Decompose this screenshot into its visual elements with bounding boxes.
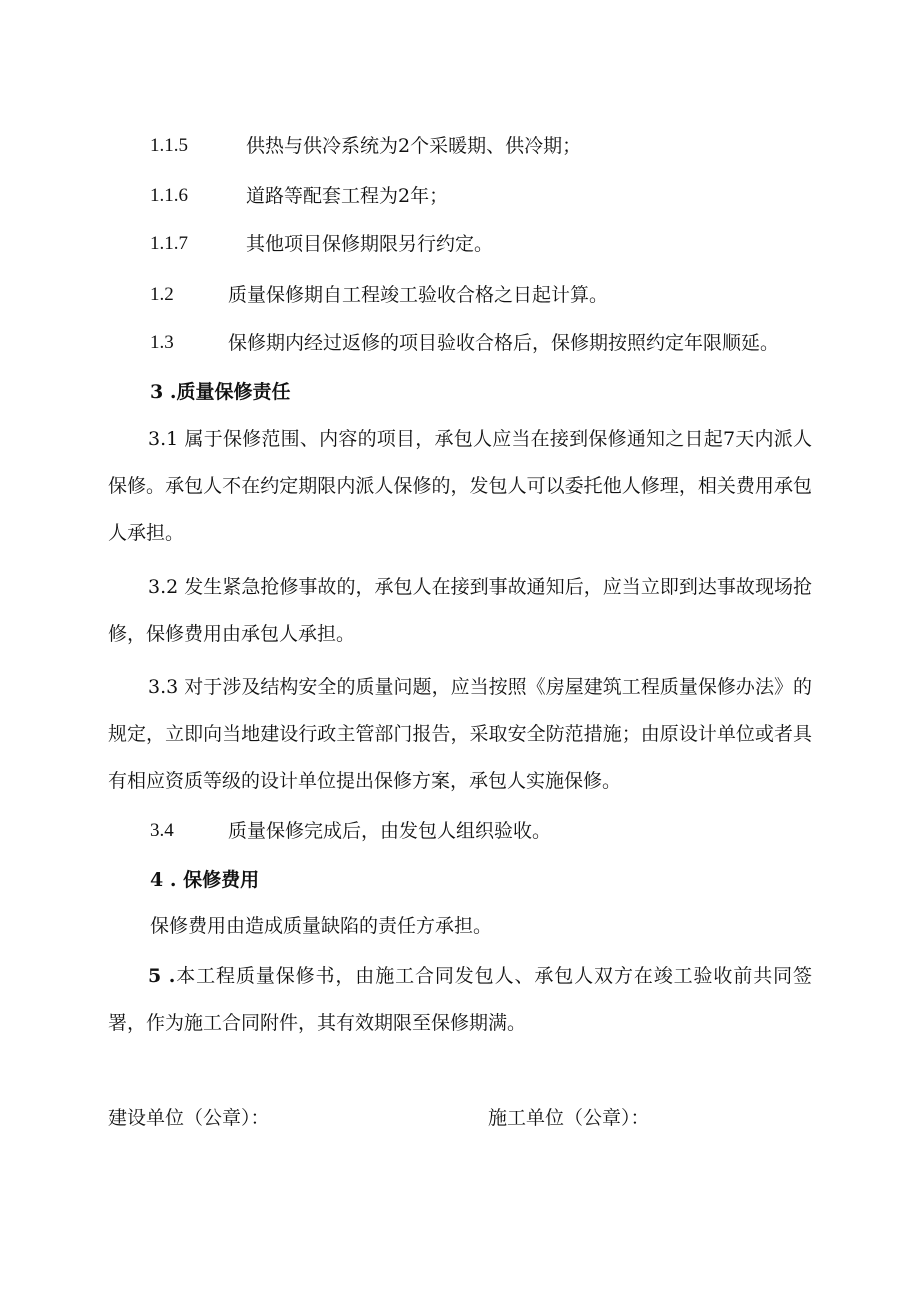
item-text: 其他项目保修期限另行约定。 bbox=[246, 233, 494, 255]
paragraph: 3.3 对于涉及结构安全的质量问题，应当按照《房屋建筑工程质量保修办法》的规定，立即向当地建设行政主管部门报告，采取安全防范措施；由原设计单位或者具有相应资质等级的设计单位提出保修方案，承包人实施保修。 bbox=[108, 676, 812, 792]
item-number: 1.2 bbox=[150, 284, 174, 305]
paragraph: 保修费用由造成质量缺陷的责任方承担。 bbox=[150, 915, 493, 937]
section-number: 5 . bbox=[148, 965, 176, 987]
item-text: 质量保修完成后，由发包人组织验收。 bbox=[228, 820, 552, 842]
paragraph: 3.1 属于保修范围、内容的项目，承包人应当在接到保修通知之日起7天内派人保修。承包人不在约定期限内派人保修的，发包人可以委托他人修理，相关费用承包人承担。 bbox=[108, 428, 812, 544]
item-number: 3.4 bbox=[150, 820, 174, 841]
item-number: 1.3 bbox=[150, 332, 174, 353]
owner-seal-label: 建设单位（公章）： bbox=[108, 1107, 270, 1129]
section-heading: 4 . 保修费用 bbox=[150, 869, 260, 891]
paragraph: 3.2 发生紧急抢修事故的，承包人在接到事故通知后，应当立即到达事故现场抢修，保修费用由承包人承担。 bbox=[108, 576, 812, 645]
item-text: 保修期内经过返修的项目验收合格后，保修期按照约定年限顺延。 bbox=[228, 332, 780, 354]
item-text: 道路等配套工程为2年； bbox=[246, 185, 449, 207]
item-number: 1.1.7 bbox=[150, 233, 188, 254]
item-number: 1.1.6 bbox=[150, 185, 188, 206]
contractor-seal-label: 施工单位（公章）： bbox=[488, 1107, 650, 1129]
item-text: 质量保修期自工程竣工验收合格之日起计算。 bbox=[228, 284, 609, 306]
section-text: 本工程质量保修书，由施工合同发包人、承包人双方在竣工验收前共同签署，作为施工合同附件，其有效期限至保修期满。 bbox=[108, 965, 812, 1034]
section-heading: 3 .质量保修责任 bbox=[150, 381, 291, 403]
item-number: 1.1.5 bbox=[150, 135, 188, 156]
item-text: 供热与供冷系统为2个采暖期、供冷期； bbox=[246, 135, 582, 157]
paragraph bbox=[108, 953, 812, 1047]
